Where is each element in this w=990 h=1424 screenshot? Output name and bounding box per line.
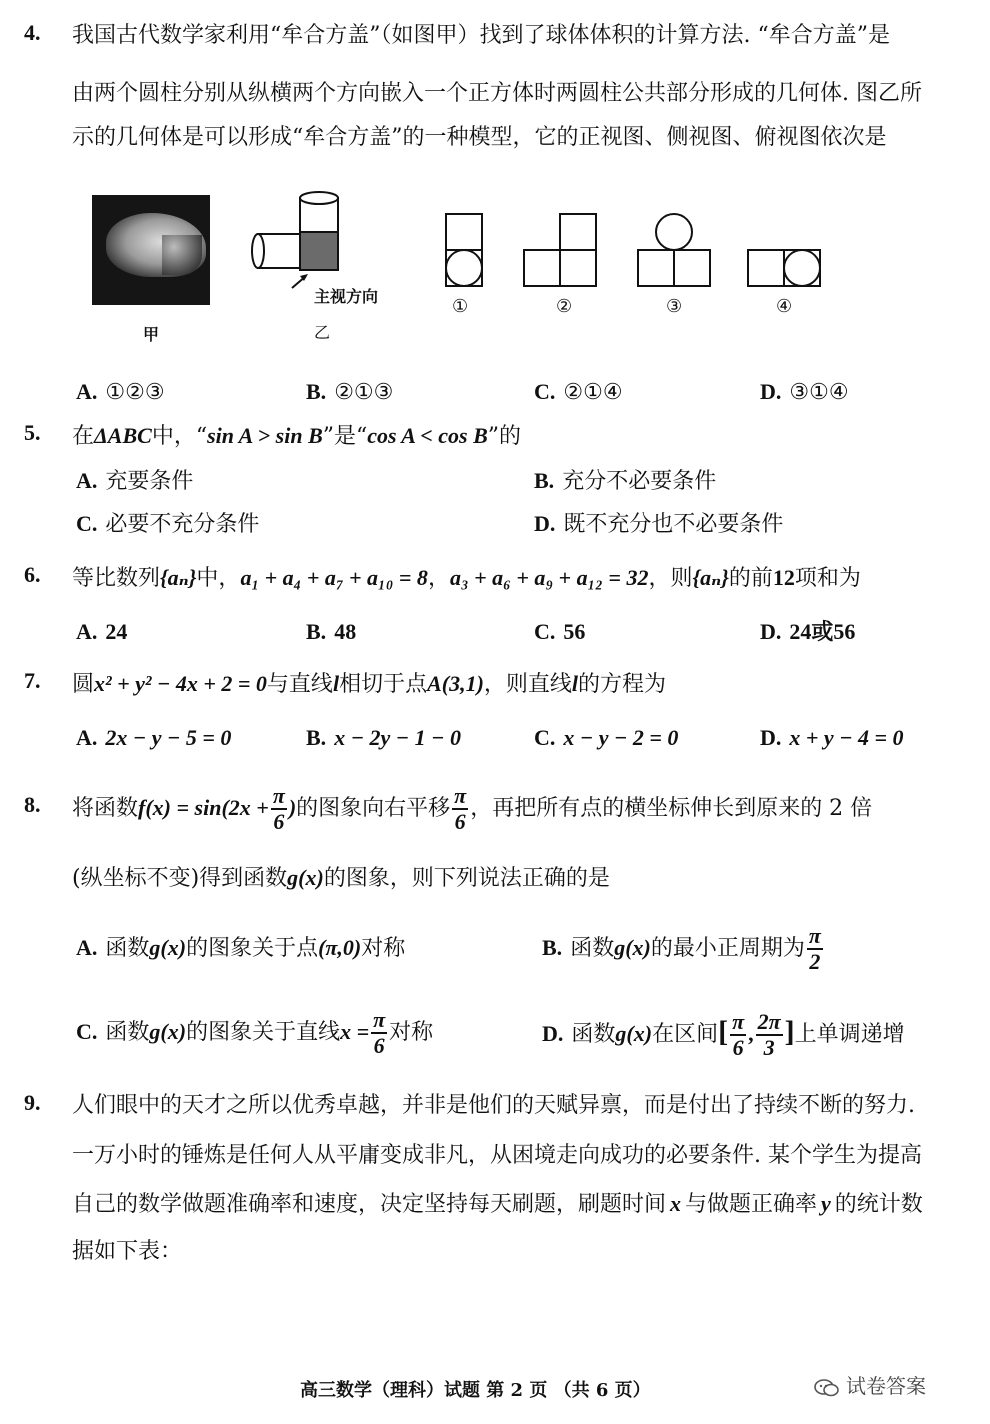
q6-option-d-text: 24或56 bbox=[789, 619, 856, 644]
figure-jia-caption: 甲 bbox=[143, 325, 160, 344]
q9-stem-line4: 据如下表： bbox=[72, 1239, 183, 1264]
q9-line3-a: 自己的数学做题准确率和速度，决定坚持每天刷题，刷题时间 bbox=[72, 1192, 667, 1217]
q4-option-c-text: ②①④ bbox=[563, 380, 623, 405]
q6-stem-a: 等比数列 bbox=[72, 566, 161, 591]
q6-sequence-2: {aₙ} bbox=[692, 565, 729, 590]
q5-option-a-text: 充要条件 bbox=[105, 469, 194, 494]
q8-option-d-frac-1 bbox=[730, 1010, 746, 1060]
q8-option-d-frac-2 bbox=[756, 1010, 783, 1060]
question-number-8: 8. bbox=[24, 792, 41, 817]
q5-condition-1: sin A > sin B bbox=[207, 423, 323, 448]
q8-stem-a: 将函数 bbox=[72, 796, 139, 821]
q8-option-a-text-1: 函数 bbox=[105, 936, 150, 961]
q7-option-b-text: x − 2y − 1 − 0 bbox=[334, 725, 461, 750]
q5-option-d-text: 既不充分也不必要条件 bbox=[563, 512, 784, 537]
q7-option-a[interactable] bbox=[76, 722, 231, 755]
q9-line3-c: 的统计数 bbox=[834, 1192, 923, 1217]
q8-option-d-bracket-right: ] bbox=[784, 1015, 795, 1048]
view-label-4: ④ bbox=[776, 296, 793, 317]
q4-stem-line2: 由两个圆柱分别从纵横两个方向嵌入一个正方体时两圆柱公共部分形成的几何体. 图乙所 bbox=[72, 81, 922, 106]
question-number-7: 7. bbox=[24, 668, 41, 693]
q8-option-a-gx: g(x) bbox=[149, 935, 187, 960]
figure-direction-label: 主视方向 bbox=[314, 287, 379, 306]
q8-option-a-label: A. bbox=[76, 935, 98, 960]
page-footer: 高三数学（理科）试题 第 2 页 （共 6 页） bbox=[300, 1380, 651, 1401]
q5-stem-a: 在 bbox=[72, 424, 95, 449]
q4-stem-line1: 我国古代数学家利用“牟合方盖”（如图甲）找到了球体体积的计算方法. “牟合方盖”是 bbox=[72, 23, 890, 48]
q8-option-a-text-3: 对称 bbox=[361, 936, 406, 961]
q7-stem-e: 的方程为 bbox=[578, 672, 667, 697]
wechat-icon bbox=[814, 1378, 840, 1398]
q8-option-c-text-2: 的图象关于直线 bbox=[186, 1020, 341, 1045]
q6-option-d[interactable] bbox=[760, 616, 855, 649]
q8-option-d[interactable] bbox=[542, 1002, 905, 1065]
q5-option-d-label: D. bbox=[534, 511, 556, 536]
q8-option-b-text-1: 函数 bbox=[570, 936, 615, 961]
q9-line3-b: 与做题正确率 bbox=[685, 1192, 818, 1217]
view-2 bbox=[520, 210, 604, 294]
q6-sequence: {aₙ} bbox=[160, 565, 197, 590]
q8-option-c-gx: g(x) bbox=[149, 1019, 187, 1044]
view-label-2: ② bbox=[556, 296, 573, 317]
q7-option-a-text: 2x − y − 5 = 0 bbox=[105, 725, 232, 750]
q8-option-c[interactable] bbox=[76, 1002, 433, 1063]
q5-condition-2: cos A < cos B bbox=[367, 423, 488, 448]
q6-equation-2: a₃ + a₆ + a₉ + a₁₂ = 32 bbox=[449, 565, 649, 590]
q6-option-b-text: 48 bbox=[334, 619, 357, 644]
view-label-3: ③ bbox=[666, 296, 683, 317]
q7-stem-d: ，则直线 bbox=[483, 672, 572, 697]
q7-option-d-text: x + y − 4 = 0 bbox=[789, 725, 904, 750]
q8-gx: g(x) bbox=[287, 865, 324, 890]
q4-option-a-label: A. bbox=[76, 379, 98, 404]
q6-stem-b: 中， bbox=[196, 566, 241, 591]
q9-stem-line2: 一万小时的锤炼是任何人从平庸变成非凡，从困境走向成功的必要条件. 某个学生为提高 bbox=[72, 1143, 922, 1168]
q8-option-d-gx: g(x) bbox=[615, 1021, 653, 1046]
q8-option-d-frac2-den: 3 bbox=[763, 1035, 775, 1060]
q5-option-c[interactable] bbox=[76, 508, 259, 541]
q8-option-d-bracket-left: [ bbox=[718, 1015, 729, 1048]
q7-option-a-label: A. bbox=[76, 725, 98, 750]
q8-option-d-text-3: 上单调递增 bbox=[794, 1022, 905, 1047]
q8-option-b[interactable] bbox=[542, 918, 825, 979]
view-1 bbox=[440, 210, 490, 294]
q4-option-b-label: B. bbox=[306, 379, 327, 404]
q8-option-a-text-2: 的图象关于点 bbox=[186, 936, 319, 961]
q7-stem-b: 与直线 bbox=[266, 672, 333, 697]
q8-line2-a: (纵坐标不变)得到函数 bbox=[72, 866, 288, 891]
q8-line2-b: 的图象，则下列说法正确的是 bbox=[323, 866, 610, 891]
q8-stem-line1 bbox=[72, 778, 872, 838]
q8-option-c-den: 6 bbox=[373, 1033, 385, 1058]
q8-shift-fraction bbox=[452, 784, 468, 834]
q5-stem-c: ”是“ bbox=[322, 424, 368, 449]
q7-stem bbox=[72, 668, 666, 701]
q8-option-c-fraction bbox=[371, 1008, 387, 1058]
q8-option-d-frac1-den: 6 bbox=[732, 1035, 744, 1060]
q9-var-x: x bbox=[670, 1191, 682, 1216]
q8-option-b-fraction bbox=[807, 924, 823, 974]
q7-option-b-label: B. bbox=[306, 725, 327, 750]
question-number-9: 9. bbox=[24, 1090, 41, 1115]
q4-option-a[interactable] bbox=[76, 376, 165, 409]
q8-shift-den: 6 bbox=[454, 809, 466, 834]
q6-option-c-text: 56 bbox=[563, 619, 586, 644]
q8-option-c-text-3: 对称 bbox=[389, 1020, 434, 1045]
q5-triangle: ΔABC bbox=[94, 423, 152, 448]
q6-stem bbox=[72, 562, 861, 595]
q5-stem-d: ”的 bbox=[487, 424, 522, 449]
q7-option-c[interactable] bbox=[534, 722, 678, 755]
q5-option-b-text: 充分不必要条件 bbox=[562, 469, 717, 494]
q5-option-c-text: 必要不充分条件 bbox=[105, 512, 260, 537]
question-number-6: 6. bbox=[24, 562, 41, 587]
watermark bbox=[814, 1370, 926, 1399]
q5-stem bbox=[72, 420, 521, 453]
q7-option-d-label: D. bbox=[760, 725, 782, 750]
q8-option-b-gx: g(x) bbox=[614, 935, 651, 960]
q6-option-a-label: A. bbox=[76, 619, 98, 644]
q5-option-c-label: C. bbox=[76, 511, 98, 536]
q8-option-a[interactable] bbox=[76, 932, 405, 965]
q5-option-a[interactable] bbox=[76, 465, 193, 498]
q4-option-d-text: ③①④ bbox=[789, 380, 849, 405]
q6-equation-1: a₁ + a₄ + a₇ + a₁₀ = 8 bbox=[240, 565, 428, 590]
q8-option-b-num: π bbox=[808, 923, 821, 948]
q4-option-c[interactable] bbox=[534, 376, 623, 409]
q8-frac-den: 6 bbox=[273, 809, 285, 834]
view-3 bbox=[634, 210, 718, 294]
q6-stem-c: ， bbox=[427, 566, 450, 591]
q4-option-c-label: C. bbox=[534, 379, 556, 404]
q8-option-a-point: (π,0) bbox=[318, 935, 362, 960]
q8-option-c-label: C. bbox=[76, 1019, 98, 1044]
q8-function-right: ) bbox=[288, 795, 297, 820]
q8-stem-line2 bbox=[72, 862, 610, 895]
q6-option-d-label: D. bbox=[760, 619, 782, 644]
q7-point: A(3,1) bbox=[427, 671, 484, 696]
q8-option-c-num: π bbox=[373, 1007, 386, 1032]
q4-option-b[interactable] bbox=[306, 376, 393, 409]
q8-stem-b: 的图象向右平移 bbox=[296, 796, 451, 821]
q8-option-d-text-1: 函数 bbox=[571, 1022, 616, 1047]
q7-option-d[interactable] bbox=[760, 722, 904, 755]
q6-option-a-text: 24 bbox=[105, 619, 128, 644]
view-label-1: ① bbox=[452, 296, 469, 317]
q8-function-left: f(x) = sin(2x + bbox=[138, 795, 269, 820]
question-number-4: 4. bbox=[24, 20, 41, 45]
q6-stem-d: ，则 bbox=[648, 566, 693, 591]
q9-var-y: y bbox=[821, 1191, 831, 1216]
q4-stem-line3: 示的几何体是可以形成“牟合方盖”的一种模型，它的正视图、侧视图、俯视图依次是 bbox=[72, 125, 887, 150]
q8-option-c-x: x = bbox=[340, 1019, 370, 1044]
q6-stem-e: 的前 bbox=[728, 566, 773, 591]
q4-option-d-label: D. bbox=[760, 379, 782, 404]
question-number-5: 5. bbox=[24, 420, 41, 445]
q9-stem-line3 bbox=[72, 1188, 923, 1221]
q7-stem-c: 相切于点 bbox=[339, 672, 428, 697]
q4-option-b-text: ②①③ bbox=[334, 380, 394, 405]
q7-option-c-text: x − y − 2 = 0 bbox=[563, 725, 679, 750]
q8-shift-num: π bbox=[454, 783, 467, 808]
q5-option-d[interactable] bbox=[534, 508, 783, 541]
q6-option-b-label: B. bbox=[306, 619, 327, 644]
q7-circle-equation: x² + y² − 4x + 2 = 0 bbox=[94, 671, 267, 696]
q8-option-b-den: 2 bbox=[809, 949, 821, 974]
q9-stem-line1: 人们眼中的天才之所以优秀卓越，并非是他们的天赋异禀，而是付出了持续不断的努力. bbox=[72, 1093, 915, 1118]
q5-option-b[interactable] bbox=[534, 465, 716, 498]
q7-stem-a: 圆 bbox=[72, 672, 95, 697]
q6-n12: 12 bbox=[772, 565, 795, 590]
q6-option-a[interactable] bbox=[76, 616, 127, 649]
q8-option-b-label: B. bbox=[542, 935, 563, 960]
q8-option-c-text-1: 函数 bbox=[105, 1020, 150, 1045]
q7-line-l: l bbox=[332, 671, 340, 696]
q8-option-d-frac2-num: 2π bbox=[757, 1009, 781, 1034]
q8-option-d-comma: , bbox=[748, 1021, 754, 1046]
q8-option-d-frac1-num: π bbox=[732, 1009, 745, 1034]
q8-option-b-text-2: 的最小正周期为 bbox=[650, 936, 805, 961]
q6-option-b[interactable] bbox=[306, 616, 356, 649]
q8-option-d-text-2: 在区间 bbox=[652, 1022, 719, 1047]
q6-stem-f: 项和为 bbox=[794, 566, 861, 591]
figure-jia-photo bbox=[92, 195, 210, 305]
q4-option-a-text: ①②③ bbox=[105, 380, 165, 405]
figure-yi-caption: 乙 bbox=[314, 323, 331, 342]
view-4 bbox=[744, 210, 828, 294]
q7-option-c-label: C. bbox=[534, 725, 556, 750]
q8-frac-num: π bbox=[272, 783, 285, 808]
q8-option-d-label: D. bbox=[542, 1021, 564, 1046]
q4-option-d[interactable] bbox=[760, 376, 849, 409]
q5-stem-b: 中，“ bbox=[151, 424, 208, 449]
q6-option-c-label: C. bbox=[534, 619, 556, 644]
q7-option-b[interactable] bbox=[306, 722, 461, 755]
q8-fraction-pi-6 bbox=[271, 784, 287, 834]
watermark-text: 试卷答案 bbox=[846, 1374, 926, 1398]
q5-option-b-label: B. bbox=[534, 468, 555, 493]
q6-option-c[interactable] bbox=[534, 616, 585, 649]
q5-option-a-label: A. bbox=[76, 468, 98, 493]
q8-stem-c: ，再把所有点的横坐标伸长到原来的 2 倍 bbox=[470, 796, 873, 821]
q7-line-l-2: l bbox=[571, 671, 579, 696]
